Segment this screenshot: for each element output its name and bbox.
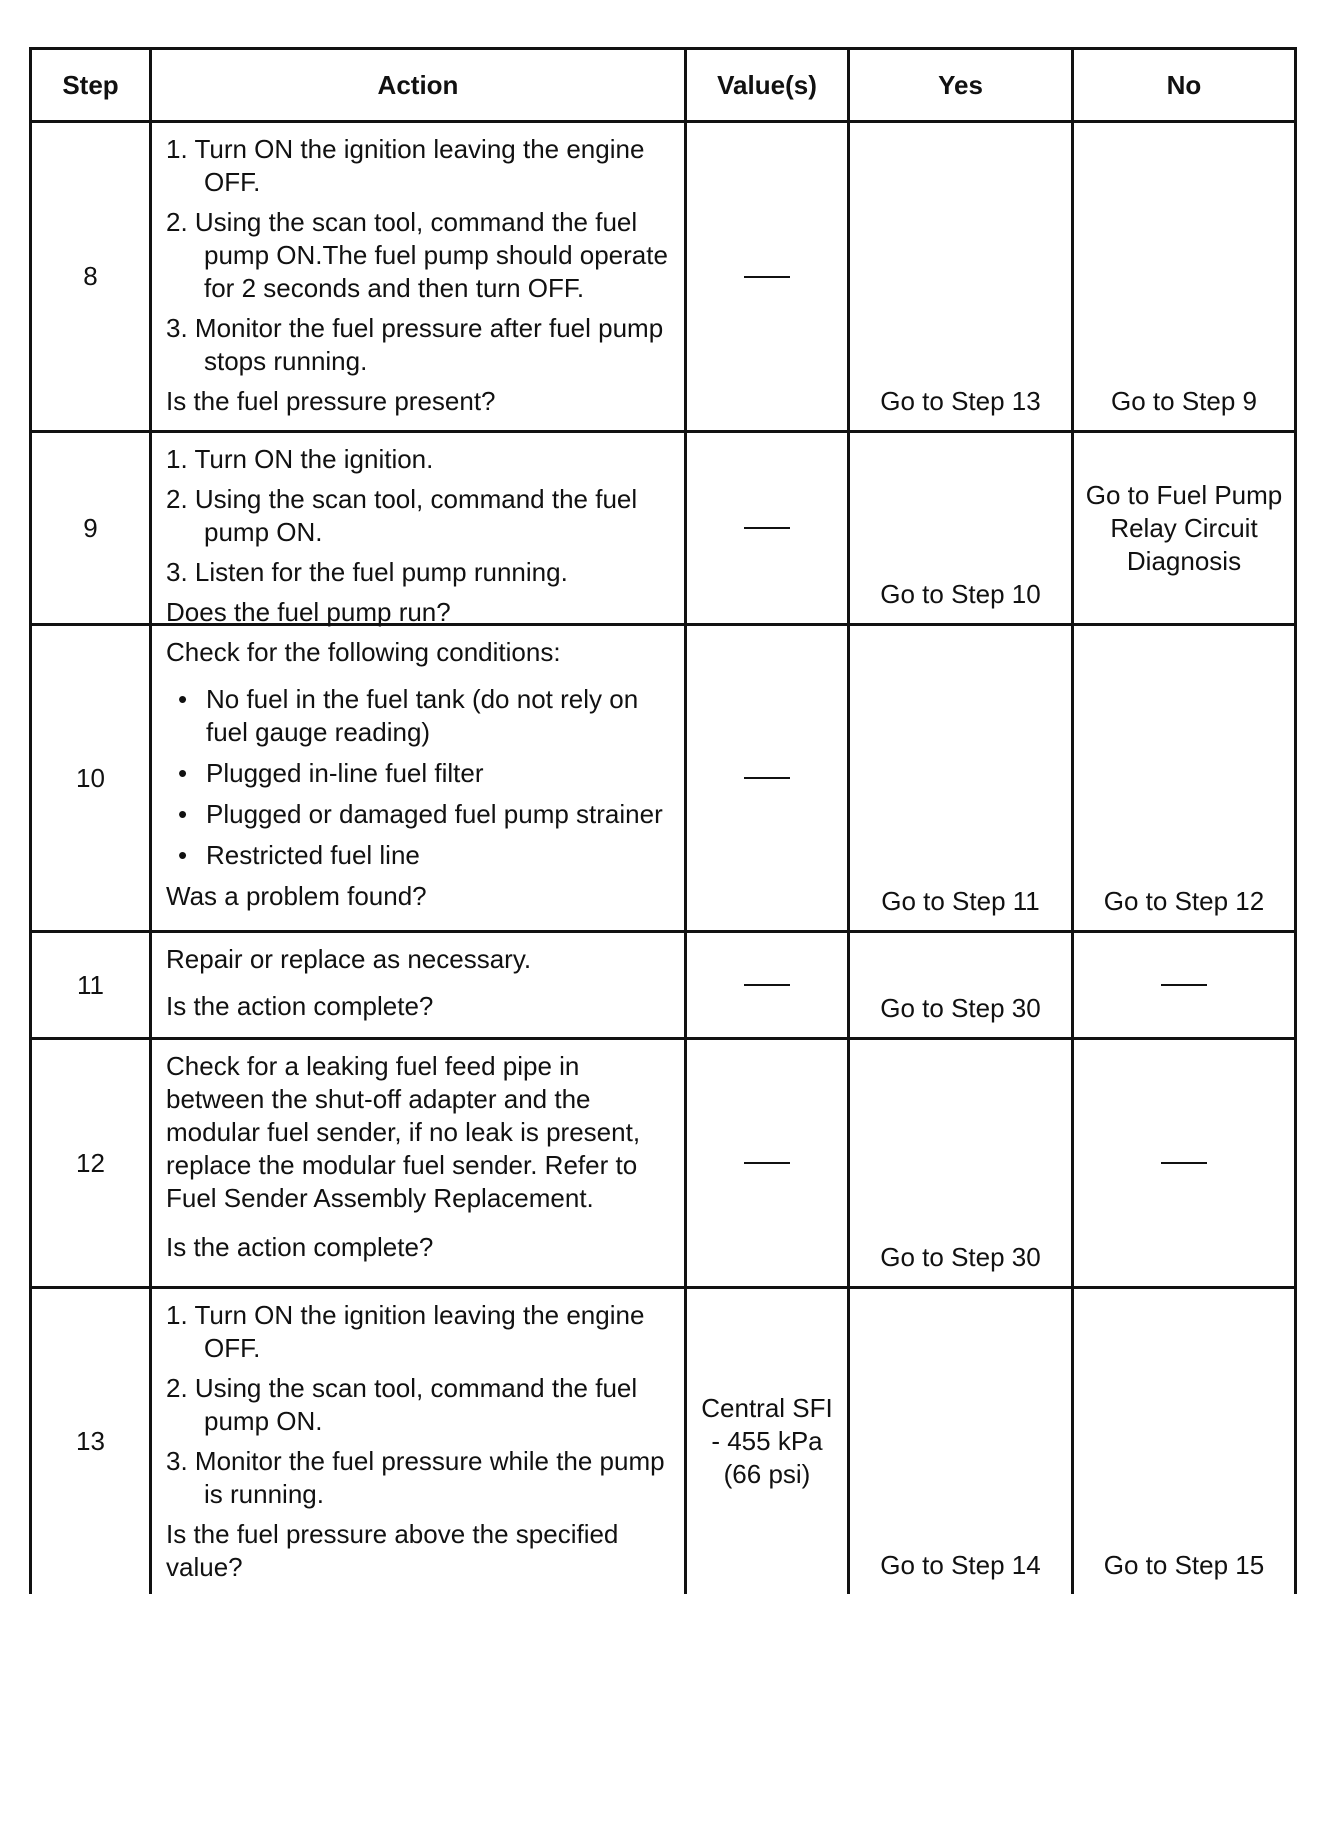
action-item: 3. Listen for the fuel pump running.	[166, 557, 568, 587]
table-row	[29, 120, 1297, 430]
action-item: 1. Turn ON the ignition leaving the engine OFF.	[166, 1300, 645, 1363]
action-intro: Check for the following conditions:	[166, 637, 561, 667]
header-yes: Yes	[847, 50, 1071, 120]
action-item: 2. Using the scan tool, command the fuel pump ON.	[166, 484, 638, 547]
dash-mark	[744, 527, 790, 529]
value-cell: Central SFI - 455 kPa (66 psi)	[684, 1289, 847, 1594]
action-cell	[149, 433, 684, 627]
action-item: 1. Turn ON the ignition leaving the engine OFF.	[166, 134, 645, 197]
action-cell	[149, 626, 684, 930]
dash-mark	[744, 276, 790, 278]
action-question: Is the fuel pressure present?	[166, 386, 496, 416]
table-header	[29, 47, 1297, 120]
step-number: 11	[77, 969, 104, 1000]
condition-item: • Plugged in-line fuel filter	[166, 757, 670, 790]
header-values: Value(s)	[684, 50, 847, 120]
action-question: Was a problem found?	[166, 881, 427, 911]
action-intro: Check for a leaking fuel feed pipe in between the shut-off adapter and the modular fuel sender, if no leak is present, replace the modular fuel sender. Refer to Fuel Sender Assembly Replacement.	[166, 1051, 641, 1213]
action-question: Is the fuel pressure above the specified value?	[166, 1519, 619, 1582]
condition-item: • Restricted fuel line	[166, 839, 670, 872]
yes-cell: Go to Step 11	[847, 626, 1071, 930]
value-cell	[684, 1040, 847, 1286]
step-number: 8	[83, 261, 98, 291]
no-cell	[1071, 1040, 1294, 1286]
action-item: 3. Monitor the fuel pressure after fuel pump stops running.	[166, 313, 664, 376]
value-cell	[684, 933, 847, 1037]
table-row	[29, 1037, 1297, 1286]
no-cell: Go to Step 15	[1071, 1289, 1294, 1594]
dash-mark	[744, 777, 790, 779]
yes-cell: Go to Step 14	[847, 1289, 1071, 1594]
action-question: Is the action complete?	[166, 1232, 434, 1262]
table-row	[29, 623, 1297, 930]
action-item: 3. Monitor the fuel pressure while the pump is running.	[166, 1446, 665, 1509]
yes-cell: Go to Step 30	[847, 1040, 1071, 1286]
yes-cell: Go to Step 10	[847, 433, 1071, 623]
action-question: Is the action complete?	[166, 991, 434, 1021]
dash-mark	[744, 984, 790, 986]
action-cell	[149, 1040, 684, 1286]
step-number: 10	[76, 762, 105, 793]
action-cell	[149, 933, 684, 1037]
action-cell	[149, 123, 684, 430]
condition-item: • No fuel in the fuel tank (do not rely on fuel gauge reading)	[166, 683, 670, 749]
header-no: No	[1071, 50, 1294, 120]
yes-cell: Go to Step 13	[847, 123, 1071, 430]
header-step: Step	[62, 69, 119, 100]
action-cell	[149, 1289, 684, 1594]
header-action: Action	[149, 50, 684, 120]
action-item: 1. Turn ON the ignition.	[166, 444, 434, 474]
step-number: 13	[76, 1426, 105, 1456]
diagnostic-table	[29, 47, 1297, 1594]
table-row	[29, 430, 1297, 627]
value-cell	[684, 626, 847, 930]
condition-item: • Plugged or damaged fuel pump strainer	[166, 798, 670, 831]
action-item: 2. Using the scan tool, command the fuel pump ON.The fuel pump should operate for 2 seconds and then turn OFF.	[166, 207, 668, 303]
dash-mark	[744, 1162, 790, 1164]
no-cell: Go to Step 9	[1071, 123, 1294, 430]
action-item: 2. Using the scan tool, command the fuel pump ON.	[166, 1373, 638, 1436]
step-number: 12	[76, 1147, 105, 1178]
action-question: Does the fuel pump run?	[166, 597, 451, 627]
table-row	[29, 930, 1297, 1037]
action-intro: Repair or replace as necessary.	[166, 944, 532, 974]
value-cell	[684, 123, 847, 430]
no-cell: Go to Fuel Pump Relay Circuit Diagnosis	[1071, 433, 1294, 623]
value-cell	[684, 433, 847, 623]
yes-cell: Go to Step 30	[847, 933, 1071, 1037]
table-row	[29, 1286, 1297, 1594]
step-number: 9	[83, 512, 98, 543]
no-cell: Go to Step 12	[1071, 626, 1294, 930]
no-cell	[1071, 933, 1294, 1037]
dash-mark	[1161, 1162, 1207, 1164]
dash-mark	[1161, 984, 1207, 986]
